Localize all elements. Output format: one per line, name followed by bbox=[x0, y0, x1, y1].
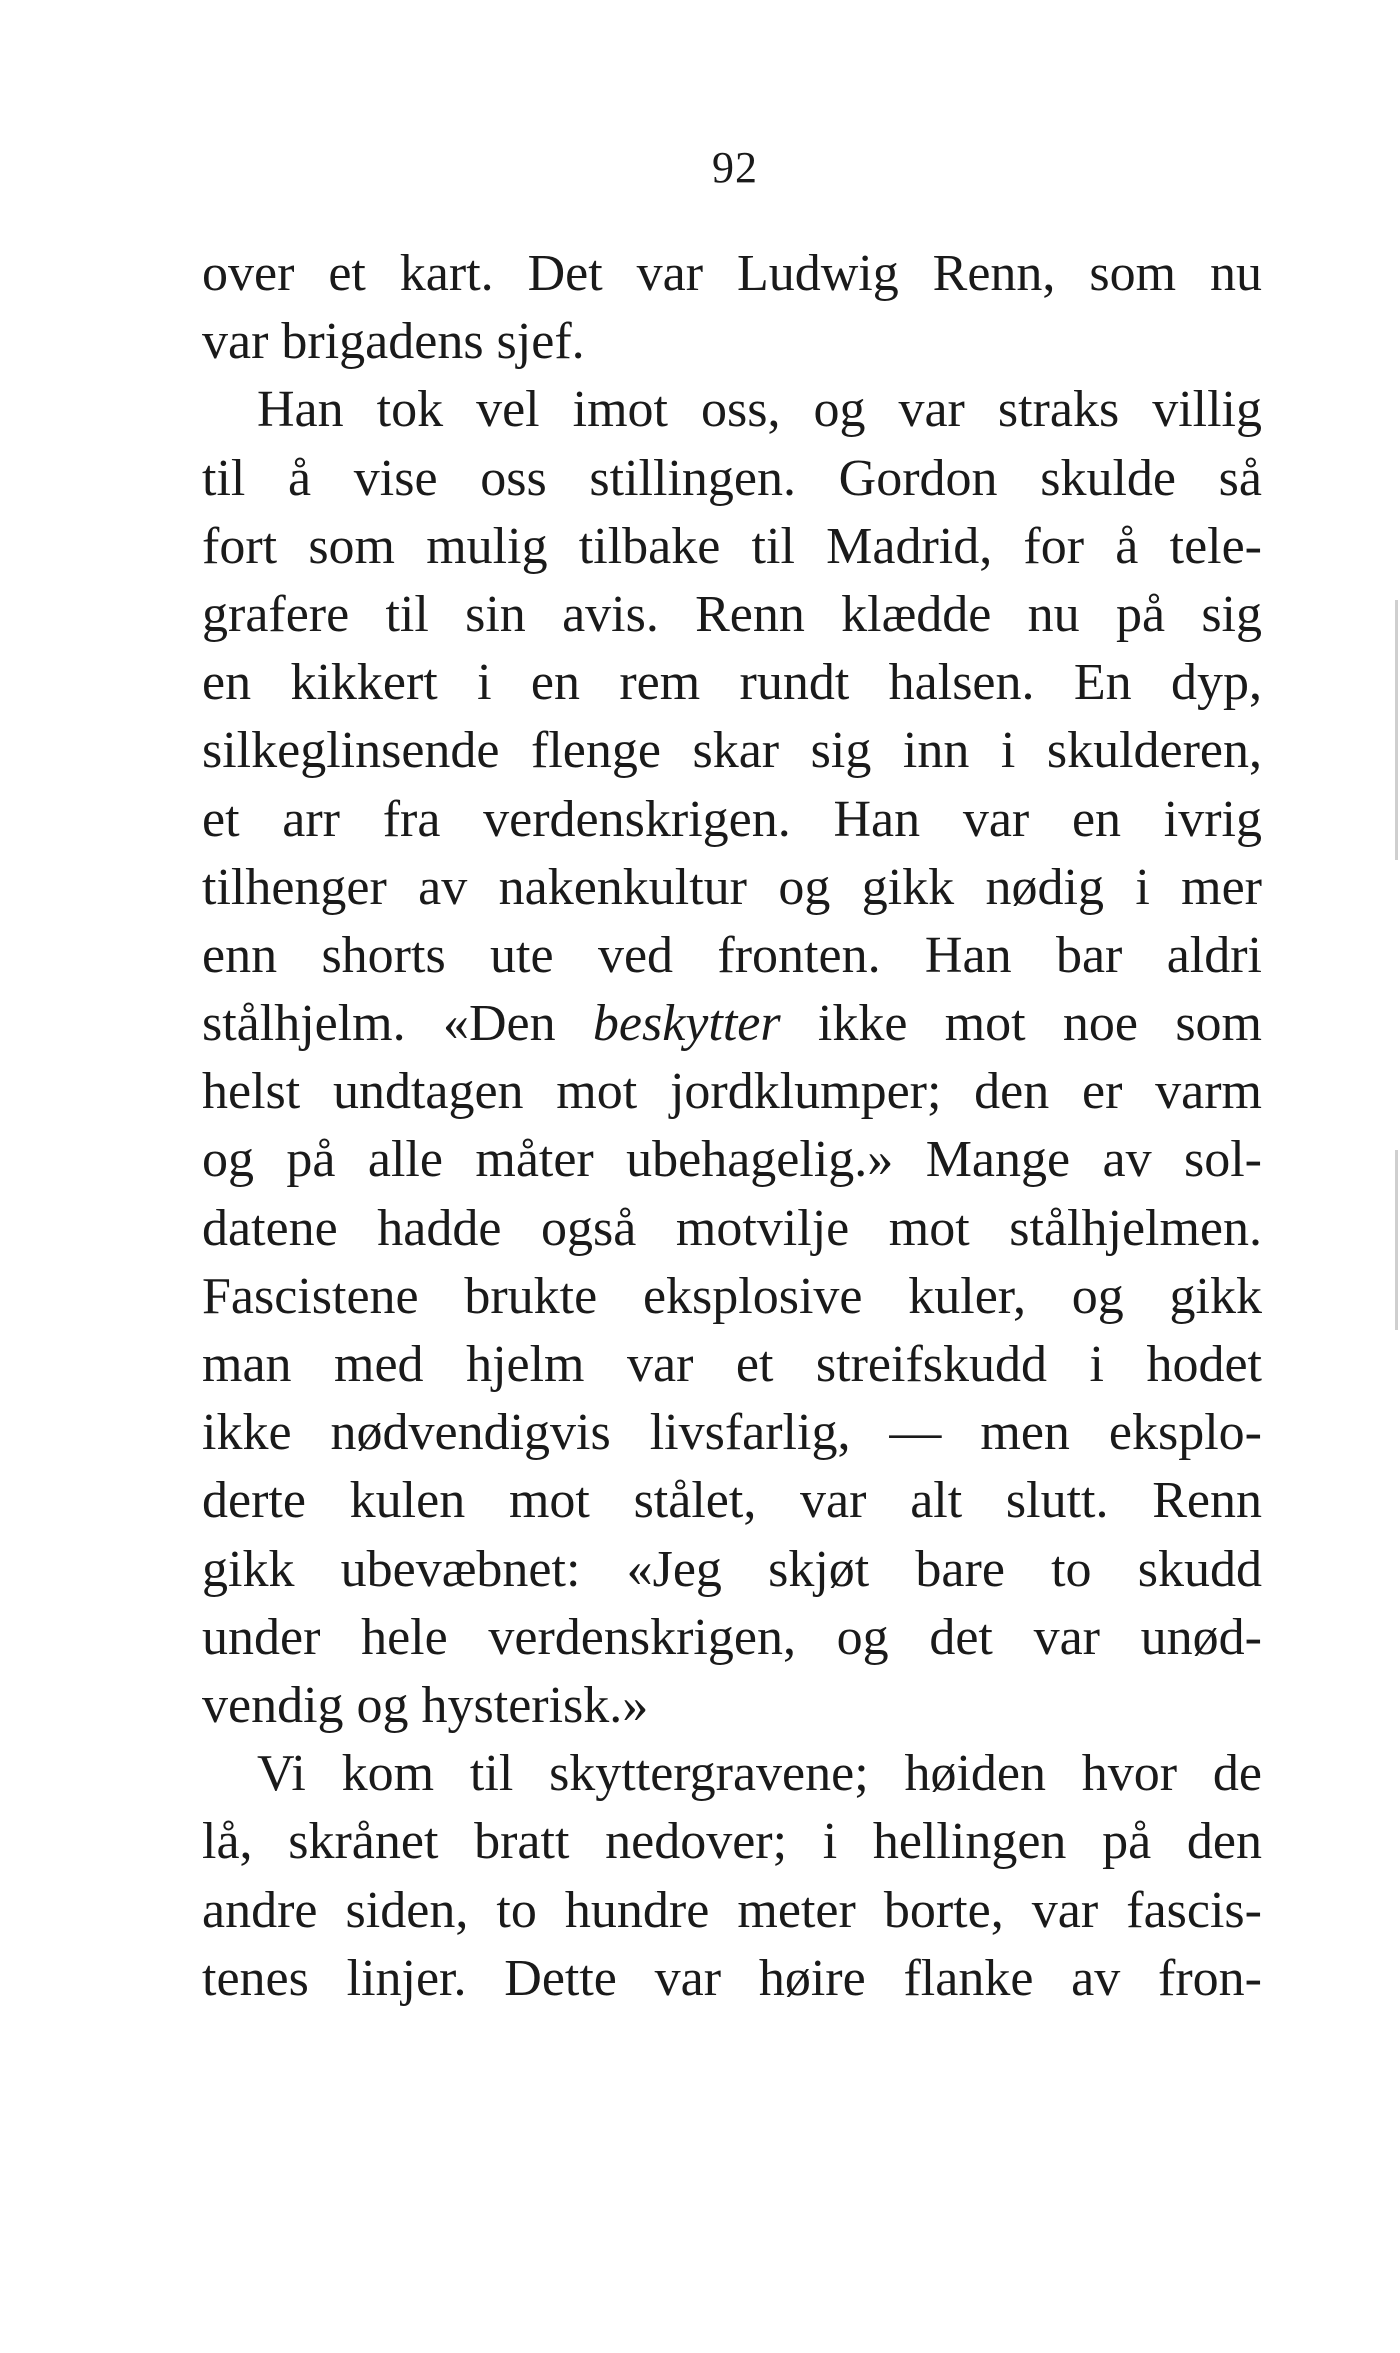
scan-edge-mark bbox=[1395, 1150, 1398, 1330]
text-line: Han tok vel imot oss, og var straks villig bbox=[257, 381, 1262, 439]
scan-edge-mark bbox=[1395, 600, 1398, 860]
italic-word: beskytter bbox=[592, 995, 781, 1053]
body-text bbox=[202, 240, 1262, 2013]
text-line: silkeglinsende flenge skar sig inn i skulderen, bbox=[202, 722, 1262, 780]
text-line: Vi kom til skyttergravene; høiden hvor de bbox=[257, 1745, 1262, 1803]
text-line: derte kulen mot stålet, var alt slutt. Renn bbox=[202, 1472, 1262, 1530]
text-line: gikk ubevæbnet: «Jeg skjøt bare to skudd bbox=[202, 1540, 1262, 1598]
line-text-after-italic: ikke mot noe som bbox=[780, 995, 1262, 1053]
text-line: man med hjelm var et streifskudd i hodet bbox=[202, 1336, 1262, 1393]
text-line-with-italic bbox=[202, 990, 1262, 1058]
text-line: tenes linjer. Dette var høire flanke av fron- bbox=[202, 1949, 1262, 2007]
text-line: og på alle måter ubehagelig.» Mange av sol- bbox=[202, 1131, 1262, 1189]
text-line: en kikkert i en rem rundt halsen. En dyp, bbox=[202, 654, 1262, 712]
text-line: datene hadde også motvilje mot stålhjelmen. bbox=[202, 1199, 1262, 1257]
text-line: tilhenger av nakenkultur og gikk nødig i mer bbox=[202, 858, 1262, 916]
text-line: et arr fra verdenskrigen. Han var en ivrig bbox=[202, 790, 1262, 848]
text-line: vendig og hysterisk.» bbox=[202, 1676, 649, 1734]
text-line: ikke nødvendigvis livsfarlig, — men eksplo- bbox=[202, 1404, 1262, 1462]
text-line: lå, skrånet bratt nedover; i hellingen på den bbox=[202, 1813, 1262, 1871]
text-line: helst undtagen mot jordklumper; den er varm bbox=[202, 1063, 1262, 1121]
text-line: fort som mulig tilbake til Madrid, for å tele- bbox=[202, 517, 1262, 575]
text-line: var brigadens sjef. bbox=[202, 313, 585, 371]
line-text-before-italic: stålhjelm. «Den bbox=[202, 995, 593, 1053]
text-line: enn shorts ute ved fronten. Han bar aldri bbox=[202, 926, 1262, 984]
text-line: til å vise oss stillingen. Gordon skulde så bbox=[202, 449, 1262, 507]
text-line: Fascistene brukte eksplosive kuler, og gikk bbox=[202, 1267, 1262, 1325]
text-line: andre siden, to hundre meter borte, var fascis- bbox=[202, 1881, 1262, 1939]
text-line: over et kart. Det var Ludwig Renn, som nu bbox=[202, 245, 1262, 302]
text-line: grafere til sin avis. Renn klædde nu på sig bbox=[202, 585, 1262, 643]
text-line: under hele verdenskrigen, og det var unød- bbox=[202, 1608, 1262, 1666]
page-number: 92 bbox=[712, 143, 758, 192]
